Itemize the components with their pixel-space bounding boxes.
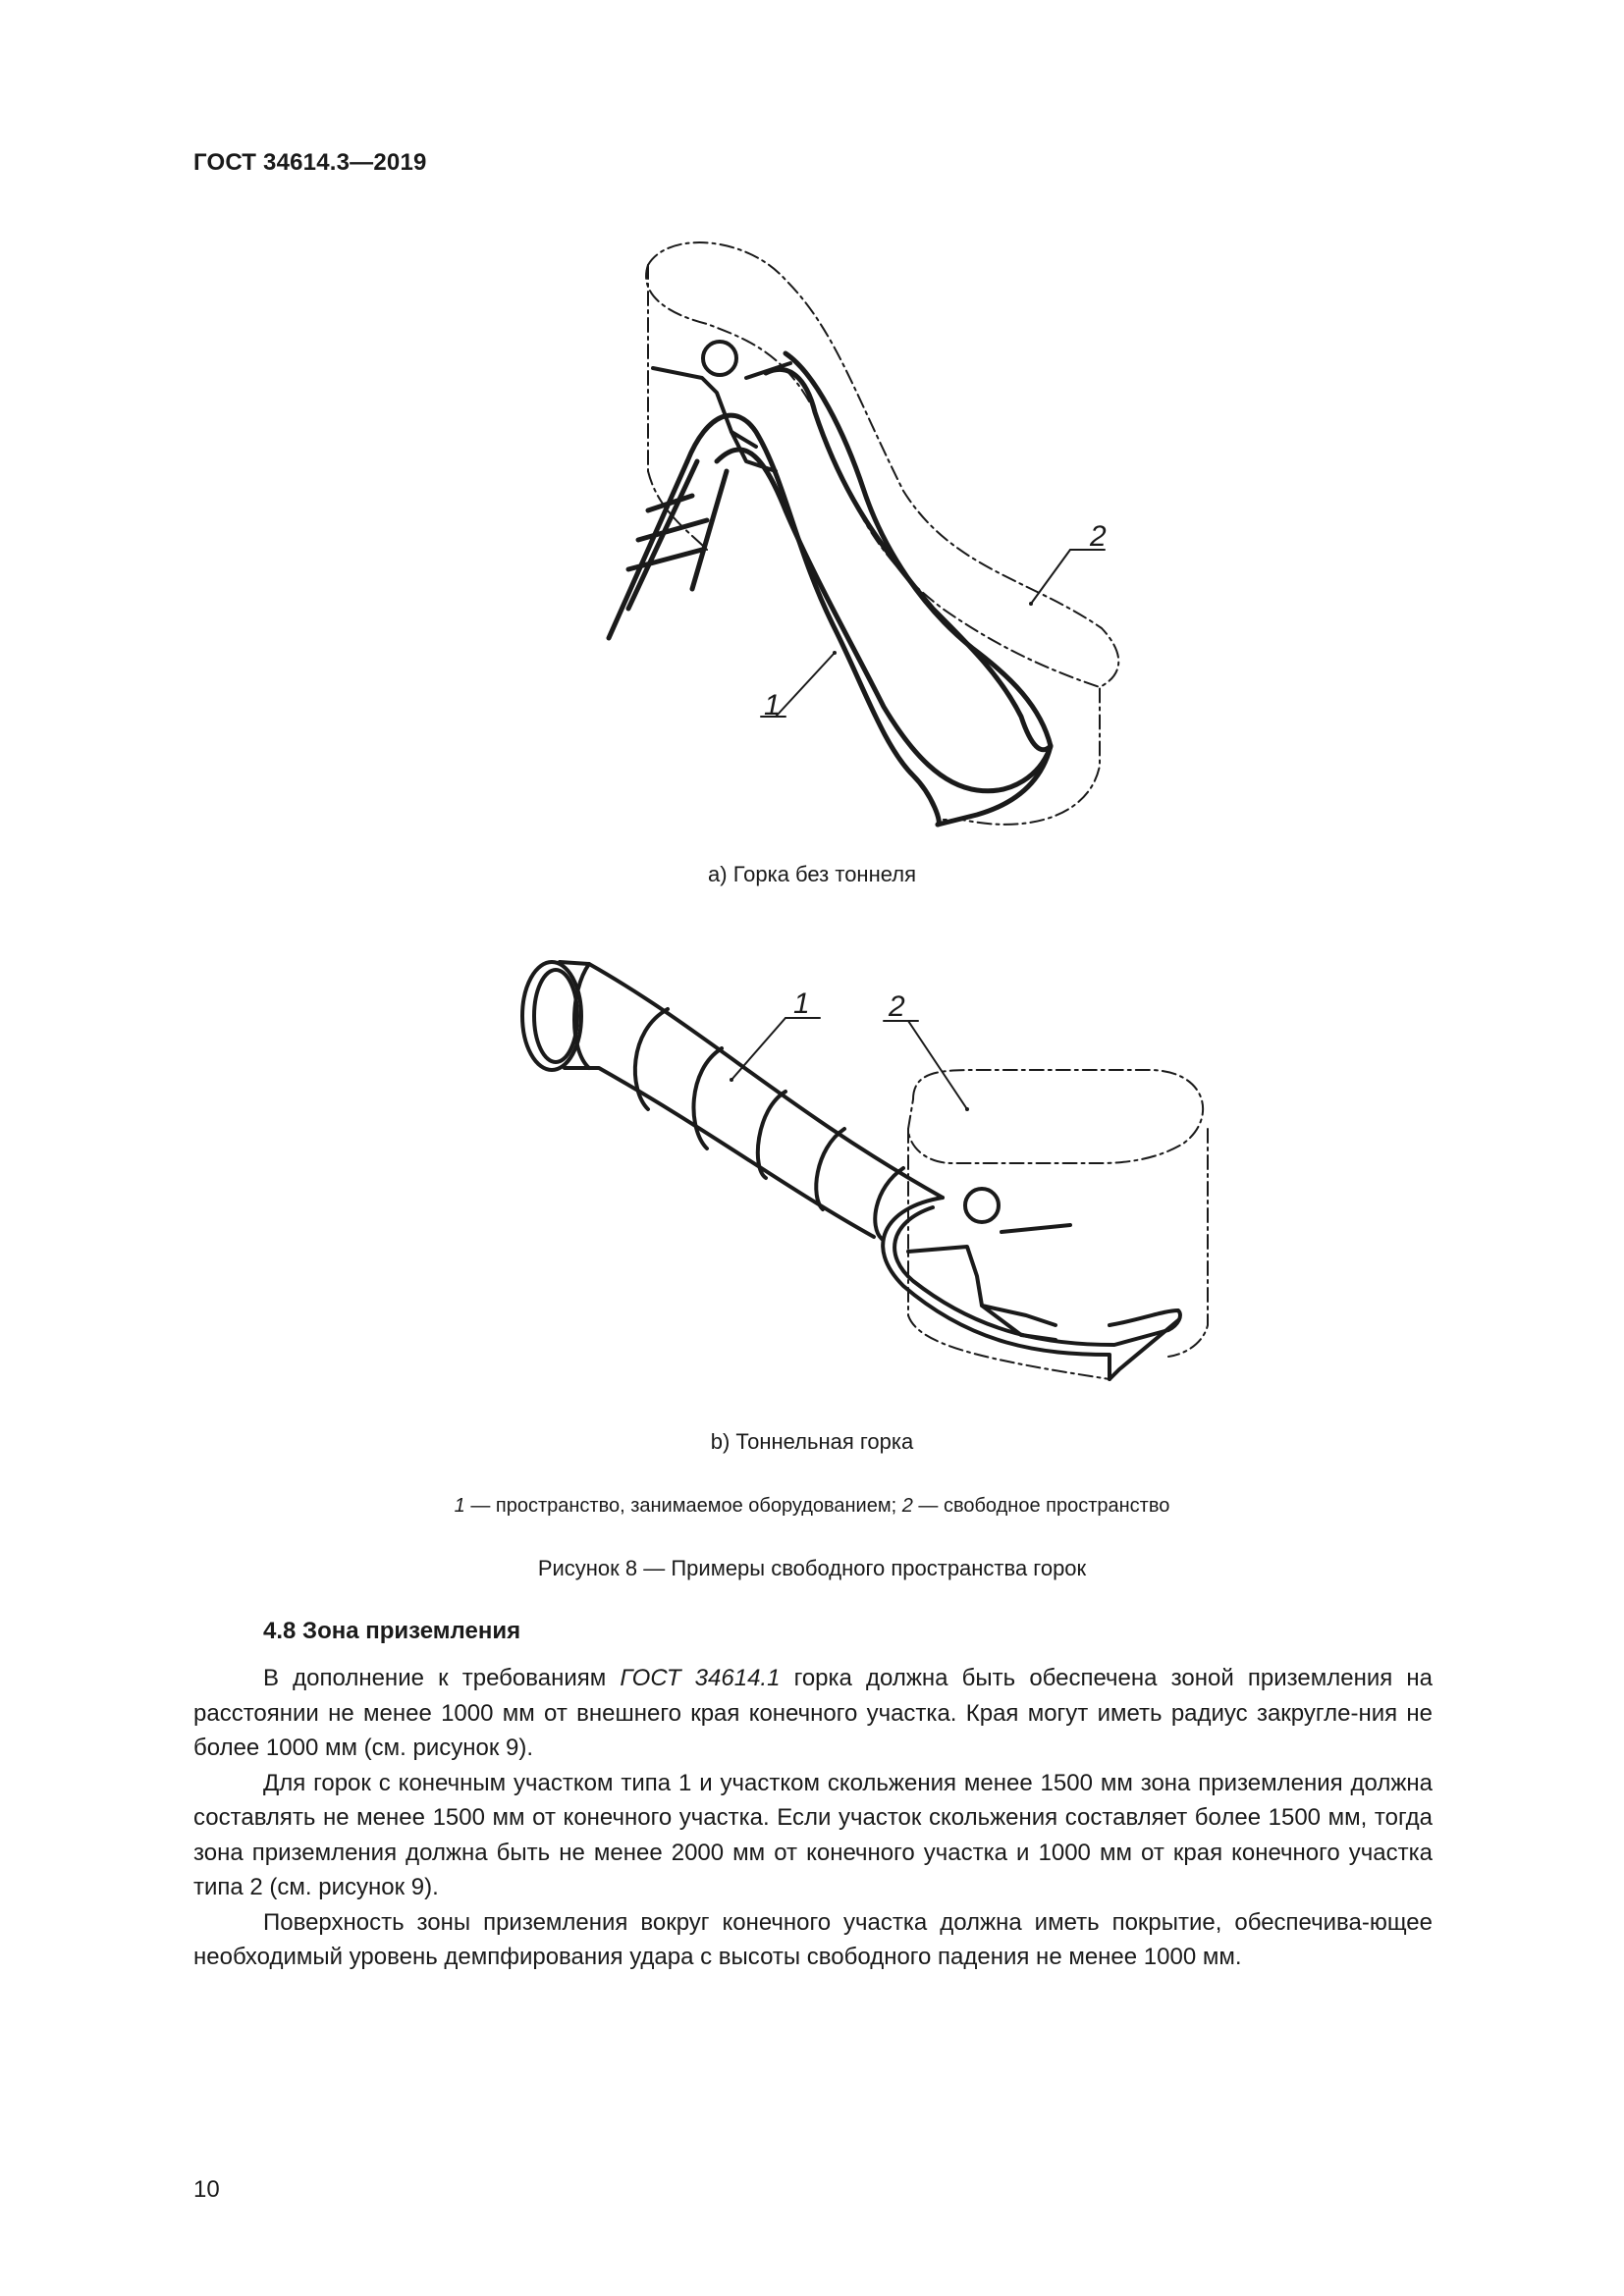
section-body: [193, 1661, 1433, 1975]
label-b-2: 2: [889, 990, 905, 1023]
legend-key-2: 2: [901, 1495, 913, 1517]
leader-line-a-2: [1031, 550, 1070, 604]
figure-title: Рисунок 8 — Примеры свободного пространства горок: [537, 1556, 1087, 1580]
legend-text-1: — пространство, занимаемое оборудованием;: [464, 1495, 902, 1517]
figure-a-caption: а) Горка без тоннеля: [708, 862, 916, 886]
label-b-1: 1: [793, 988, 810, 1020]
ladder: [609, 461, 727, 638]
child-figure-b: [908, 1189, 1070, 1340]
dot-a-2: [1029, 602, 1033, 606]
page-number: 10: [193, 2176, 220, 2203]
paragraph-3: Поверхность зоны приземления вокруг конечного участка должна иметь покрытие, обеспечива-ющее необходимый уровень демпфирования удара с высоты свободного падения не менее 1000 мм.: [193, 1908, 1433, 1970]
leader-line-b-1: [731, 1018, 785, 1080]
figure-legend: [0, 1495, 1624, 1518]
child-figure-a: [653, 342, 790, 471]
figure-a-slide-drawing: [579, 226, 1129, 854]
figure-b-tunnel-slide-drawing: [506, 942, 1232, 1404]
slide-exit: [883, 1198, 1180, 1379]
tunnel: [522, 962, 943, 1239]
slide-body: [687, 353, 1051, 825]
paragraph-1-start: В дополнение к требованиям: [263, 1665, 621, 1691]
leader-line-a-1: [776, 653, 835, 717]
paragraph-1-end: горка должна быть обеспечена зоной приземления на расстоянии не менее 1000 мм от внешнего края конечного участка. Края могут иметь радиус закругле-ния не более 1000 мм (см. рисунок 9).: [193, 1665, 1433, 1761]
dot-a-1: [833, 651, 837, 655]
legend-key-1: 1: [454, 1495, 465, 1517]
dot-b-1: [730, 1078, 733, 1082]
dot-b-2: [965, 1107, 969, 1111]
label-a-1: 1: [764, 689, 781, 721]
document-header: ГОСТ 34614.3—2019: [193, 149, 427, 176]
paragraph-2: Для горок с конечным участком типа 1 и участком скольжения менее 1500 мм зона приземления должна составлять не менее 1500 мм от конечного участка. Если участок скольжения составляет более 1500 мм, тогда зона приземления должна быть не менее 2000 мм от конечного участка и 1000 мм от края конечного участка типа 2 (см. рисунок 9).: [193, 1769, 1433, 1900]
standard-reference: ГОСТ 34614.1: [620, 1665, 781, 1691]
figure-b-caption: b) Тоннельная горка: [710, 1429, 914, 1454]
label-a-2: 2: [1090, 520, 1107, 553]
leader-line-b-2: [908, 1021, 967, 1109]
paragraph-1: [193, 1661, 1433, 1766]
section-title: 4.8 Зона приземления: [263, 1618, 521, 1644]
legend-text-2: — свободное пространство: [912, 1495, 1170, 1517]
